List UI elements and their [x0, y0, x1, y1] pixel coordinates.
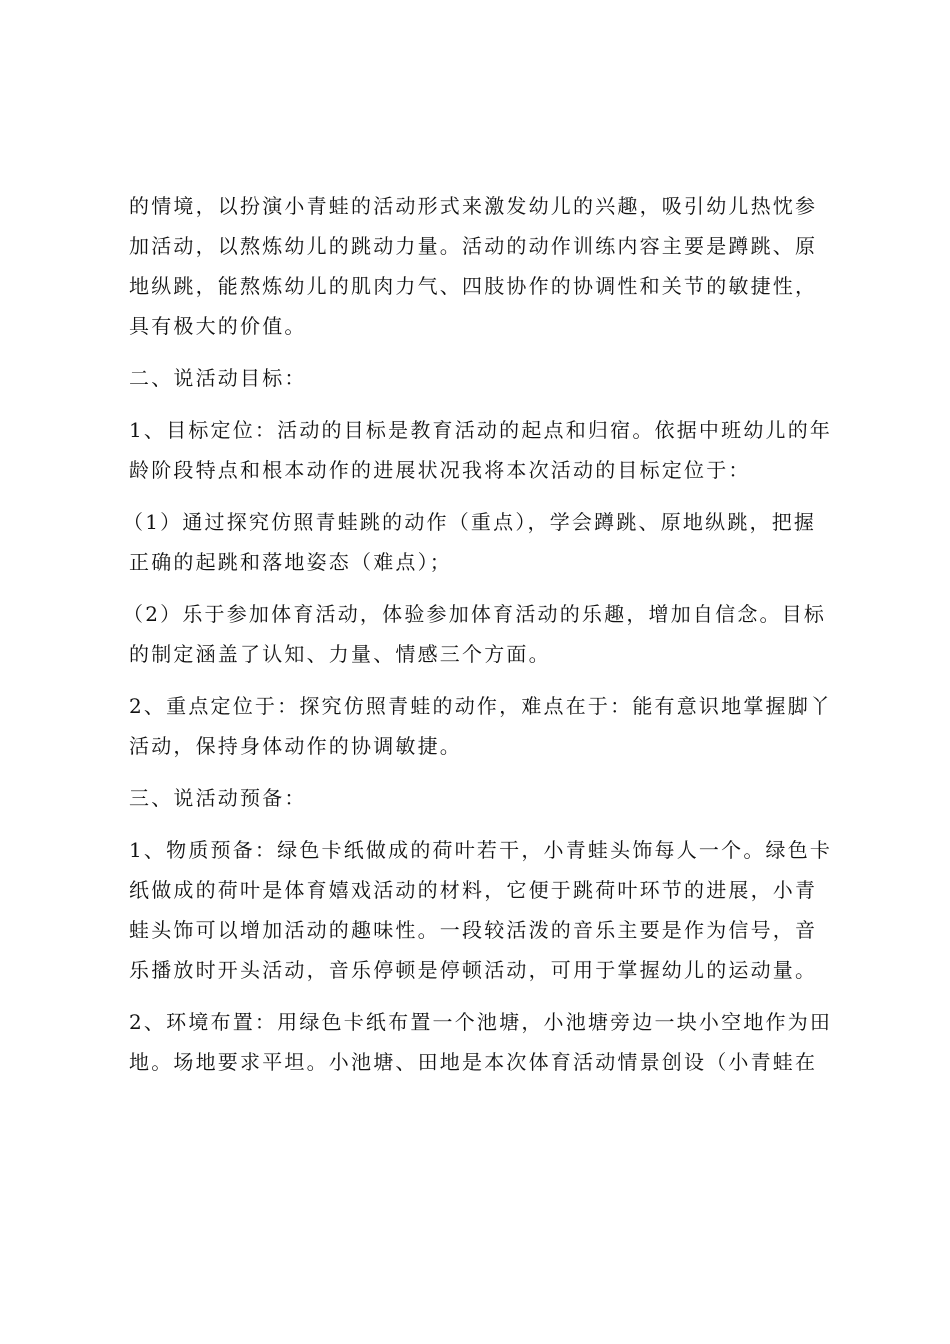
section-heading-text: 二、说活动目标：: [129, 366, 307, 390]
text-line: 1、目标定位：活动的目标是教育活动的起点和归宿。依据中班幼儿的年: [129, 418, 833, 442]
document-body: [123, 186, 834, 1094]
text-line: 乐播放时开头活动，音乐停顿是停顿活动，可用于掌握幼儿的运动量。: [129, 958, 818, 982]
section-heading-preparation: [129, 778, 834, 818]
text-line: 1、物质预备：绿色卡纸做成的荷叶若干，小青蛙头饰每人一个。绿色卡: [129, 838, 833, 862]
text-line: 2、重点定位于：探究仿照青蛙的动作，难点在于：能有意识地掌握脚丫: [129, 694, 833, 718]
text-line: 2、环境布置：用绿色卡纸布置一个池塘，小池塘旁边一块小空地作为田: [129, 1010, 833, 1034]
paragraph-objective-1: [123, 502, 834, 582]
paragraph-objective-positioning: [129, 410, 834, 490]
text-line: 加活动，以熬炼幼儿的跳动力量。活动的动作训练内容主要是蹲跳、原: [129, 234, 818, 258]
section-heading-text: 三、说活动预备：: [129, 786, 307, 810]
paragraph-intro-continued: [129, 186, 834, 346]
text-line: （1）通过探究仿照青蛙跳的动作（重点），学会蹲跳、原地纵跳，把握: [123, 510, 817, 534]
paragraph-objective-2: [123, 594, 834, 674]
text-line: 地纵跳，能熬炼幼儿的肌肉力气、四肢协作的协调性和关节的敏捷性，: [129, 274, 818, 298]
text-line: 地。场地要求平坦。小池塘、田地是本次体育活动情景创设（小青蛙在: [129, 1050, 818, 1074]
text-line: 龄阶段特点和根本动作的进展状况我将本次活动的目标定位于：: [129, 458, 751, 482]
text-line: 的制定涵盖了认知、力量、情感三个方面。: [129, 642, 551, 666]
paragraph-material-preparation: [129, 830, 834, 990]
text-line: （2）乐于参加体育活动，体验参加体育活动的乐趣，增加自信念。目标: [123, 602, 827, 626]
paragraph-environment-setup: [129, 1002, 834, 1082]
text-line: 活动，保持身体动作的协调敏捷。: [129, 734, 462, 758]
text-line: 正确的起跳和落地姿态（难点）；: [129, 550, 452, 574]
section-heading-objectives: [129, 358, 834, 398]
text-line: 纸做成的荷叶是体育嬉戏活动的材料，它便于跳荷叶环节的进展，小青: [129, 878, 818, 902]
text-line: 的情境，以扮演小青蛙的活动形式来激发幼儿的兴趣，吸引幼儿热忱参: [129, 194, 818, 218]
paragraph-key-points: [129, 686, 834, 766]
text-line: 蛙头饰可以增加活动的趣味性。一段较活泼的音乐主要是作为信号，音: [129, 918, 818, 942]
text-line: 具有极大的价值。: [129, 314, 307, 338]
